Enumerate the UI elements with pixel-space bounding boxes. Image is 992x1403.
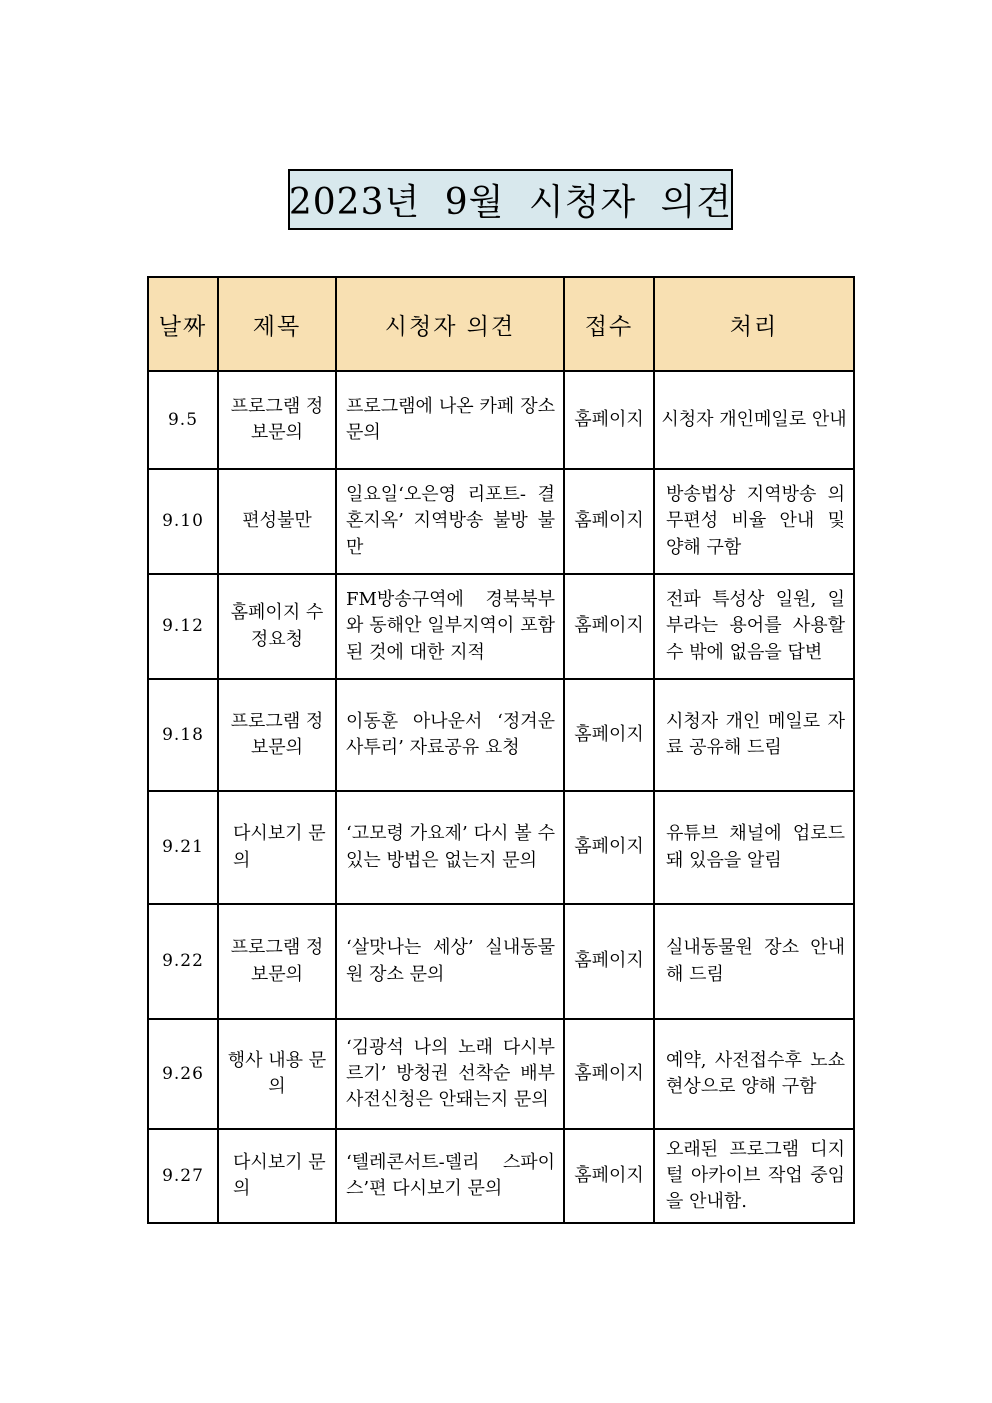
cell-action: 전파 특성상 일원, 일부라는 용어를 사용할 수 밖에 없음을 답변 bbox=[654, 574, 854, 679]
cell-date: 9.22 bbox=[148, 904, 218, 1019]
cell-opinion: FM방송구역에 경북북부와 동해안 일부지역이 포함된 것에 대한 지적 bbox=[336, 574, 564, 679]
cell-action: 예약, 사전접수후 노쇼 현상으로 양해 구함 bbox=[654, 1019, 854, 1129]
table-row bbox=[148, 469, 854, 574]
cell-opinion: ‘김광석 나의 노래 다시부르기’ 방청권 선착순 배부 사전신청은 안돼는지 문의 bbox=[336, 1019, 564, 1129]
cell-date: 9.26 bbox=[148, 1019, 218, 1129]
cell-title: 다시보기 문의 bbox=[218, 1129, 336, 1223]
table-row bbox=[148, 1019, 854, 1129]
table-row bbox=[148, 904, 854, 1019]
cell-opinion: 프로그램에 나온 카페 장소 문의 bbox=[336, 371, 564, 469]
cell-channel: 홈페이지 bbox=[564, 469, 654, 574]
column-header-opinion: 시청자 의견 bbox=[336, 277, 564, 371]
table-row bbox=[148, 574, 854, 679]
cell-title: 행사 내용 문의 bbox=[218, 1019, 336, 1129]
table-row bbox=[148, 791, 854, 904]
cell-channel: 홈페이지 bbox=[564, 574, 654, 679]
cell-date: 9.5 bbox=[148, 371, 218, 469]
cell-action: 유튜브 채널에 업로드 돼 있음을 알림 bbox=[654, 791, 854, 904]
cell-title: 홈페이지 수정요청 bbox=[218, 574, 336, 679]
cell-date: 9.18 bbox=[148, 679, 218, 791]
cell-date: 9.10 bbox=[148, 469, 218, 574]
viewer-opinions-table bbox=[147, 276, 855, 1224]
column-header-title: 제목 bbox=[218, 277, 336, 371]
column-header-action: 처리 bbox=[654, 277, 854, 371]
cell-opinion: 일요일‘오은영 리포트- 결혼지옥’ 지역방송 불방 불만 bbox=[336, 469, 564, 574]
cell-opinion: ‘텔레콘서트-델리 스파이스’편 다시보기 문의 bbox=[336, 1129, 564, 1223]
header-row bbox=[148, 277, 854, 371]
cell-channel: 홈페이지 bbox=[564, 1019, 654, 1129]
cell-title: 편성불만 bbox=[218, 469, 336, 574]
cell-title: 프로그램 정보문의 bbox=[218, 904, 336, 1019]
cell-title: 다시보기 문의 bbox=[218, 791, 336, 904]
cell-opinion: 이동훈 아나운서 ‘정겨운 사투리’ 자료공유 요청 bbox=[336, 679, 564, 791]
cell-date: 9.21 bbox=[148, 791, 218, 904]
cell-action: 시청자 개인메일로 안내 bbox=[654, 371, 854, 469]
table-header bbox=[148, 277, 854, 371]
cell-channel: 홈페이지 bbox=[564, 679, 654, 791]
cell-channel: 홈페이지 bbox=[564, 904, 654, 1019]
column-header-date: 날짜 bbox=[148, 277, 218, 371]
cell-title: 프로그램 정보문의 bbox=[218, 371, 336, 469]
cell-opinion: ‘고모령 가요제’ 다시 볼 수 있는 방법은 없는지 문의 bbox=[336, 791, 564, 904]
cell-date: 9.27 bbox=[148, 1129, 218, 1223]
table-row bbox=[148, 371, 854, 469]
cell-channel: 홈페이지 bbox=[564, 791, 654, 904]
cell-action: 시청자 개인 메일로 자료 공유해 드림 bbox=[654, 679, 854, 791]
cell-opinion: ‘살맛나는 세상’ 실내동물원 장소 문의 bbox=[336, 904, 564, 1019]
table-body bbox=[148, 371, 854, 1223]
table-row bbox=[148, 679, 854, 791]
cell-action: 오래된 프로그램 디지털 아카이브 작업 중임을 안내함. bbox=[654, 1129, 854, 1223]
column-header-channel: 접수 bbox=[564, 277, 654, 371]
cell-title: 프로그램 정보문의 bbox=[218, 679, 336, 791]
cell-channel: 홈페이지 bbox=[564, 371, 654, 469]
cell-action: 방송법상 지역방송 의무편성 비율 안내 및 양해 구함 bbox=[654, 469, 854, 574]
table-row bbox=[148, 1129, 854, 1223]
page-title: 2023년 9월 시청자 의견 bbox=[288, 169, 733, 230]
cell-date: 9.12 bbox=[148, 574, 218, 679]
cell-action: 실내동물원 장소 안내해 드림 bbox=[654, 904, 854, 1019]
cell-channel: 홈페이지 bbox=[564, 1129, 654, 1223]
